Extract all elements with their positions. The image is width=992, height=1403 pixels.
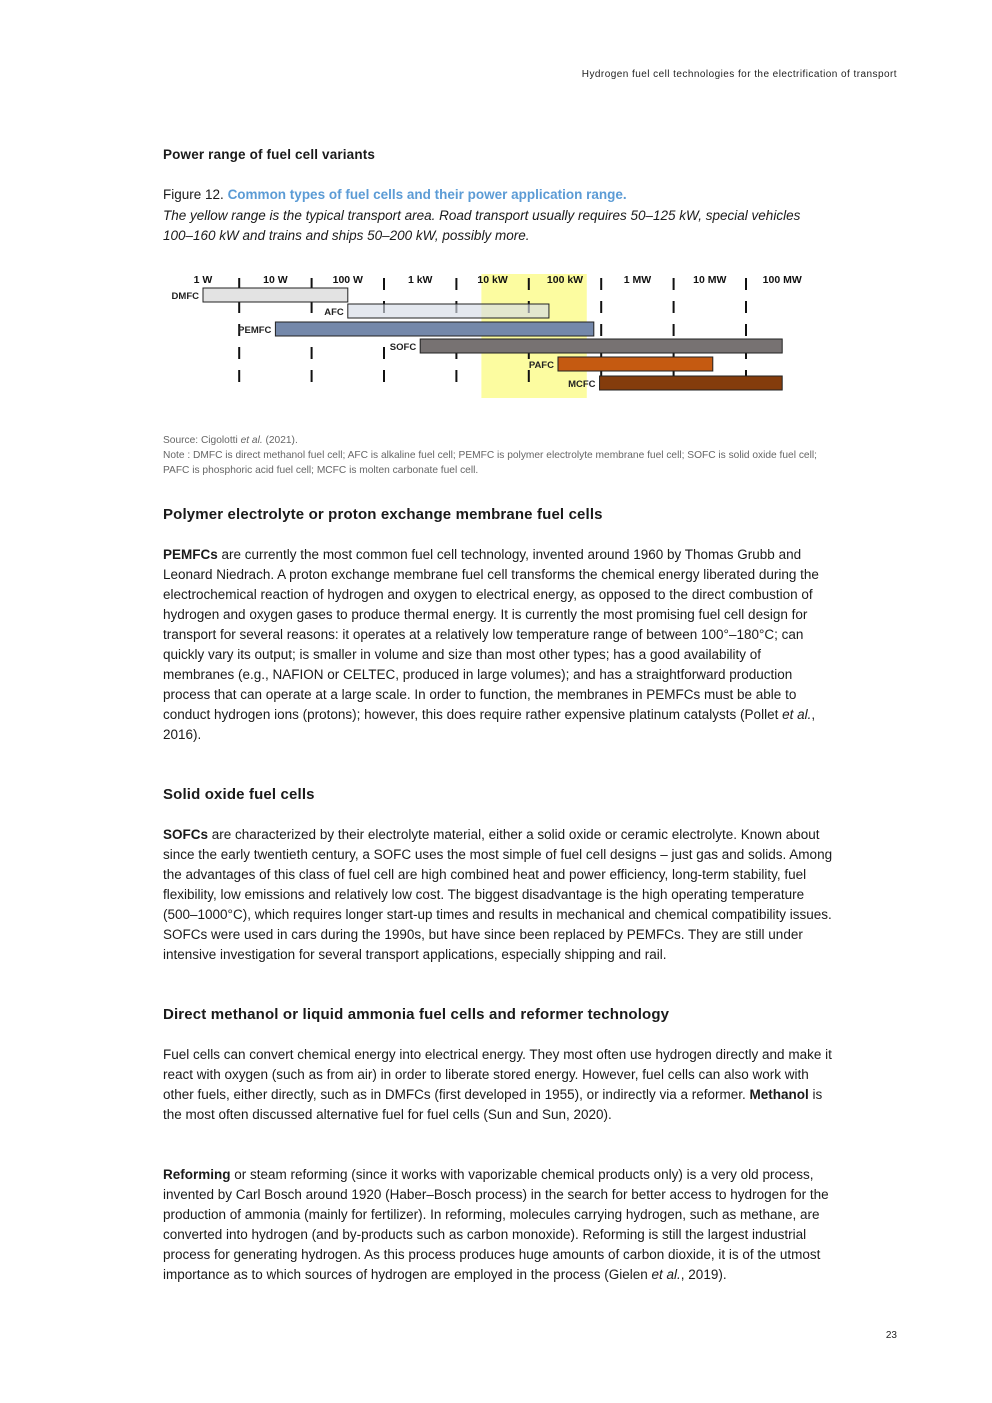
power-range-heading: Power range of fuel cell variants xyxy=(163,147,376,162)
pemfc-lead: PEMFCs xyxy=(163,547,218,562)
reforming-cite-end: , 2019). xyxy=(680,1267,727,1282)
fuel-cell-power-range-chart xyxy=(160,268,830,404)
tick-label-100-mw: 100 MW xyxy=(762,274,802,286)
bar-dmfc xyxy=(203,288,348,302)
source-label: Source: Cigolotti xyxy=(163,435,241,446)
source-note: Note : DMFC is direct methanol fuel cell; AFC is alkaline fuel cell; PEMFC is polymer electrolyte membrane fuel cell; SOFC is solid oxide fuel cell; PAFC is phosphoric acid fuel cell; MCFC is molten carbonate fuel cell. xyxy=(163,450,817,476)
dmfc-p1-start: Fuel cells can convert chemical energy into electrical energy. They most often use hydrogen directly and make it react with oxygen (such as from air) in order to liberate stored energy. However, fuel cells can also work with other fuels, either directly, such as in DMFCs (first developed in 1955), or indirectly via a reformer. xyxy=(163,1047,832,1102)
tick-label-10-w: 10 W xyxy=(263,274,288,286)
sofc-body: are characterized by their electrolyte material, either a solid oxide or ceramic electrolyte. Known about since the early twentieth century, a SOFC uses the most simple of fuel cell designs – just gas and solids. Among the advantages of this class of fuel cell are high combined heat and power efficiency, long-term stability, fuel flexibility, low emissions and relatively low cost. The biggest disadvantage is the high operating temperature (500–1000°C), which requires longer start-up times and results in mechanical and chemical compatibility issues. SOFCs were used in cars during the 1990s, but have since been replaced by PEMFCs. They are still under intensive investigation for several transport applications, especially shipping and rail. xyxy=(163,827,833,962)
bar-label-pafc: PAFC xyxy=(528,360,554,371)
source-line xyxy=(163,433,835,448)
tick-label-10-kw: 10 kW xyxy=(477,274,508,286)
source-et-al: et al. xyxy=(240,435,263,446)
dmfc-heading: Direct methanol or liquid ammonia fuel cells and reformer technology xyxy=(163,1006,670,1023)
figure-title xyxy=(163,187,627,202)
figure-number: Figure 12. xyxy=(163,187,224,202)
tick-label-1-kw: 1 kW xyxy=(407,274,433,286)
reforming-bold: Reforming xyxy=(163,1167,231,1182)
bar-label-pemfc: PEMFC xyxy=(238,325,272,336)
sofc-lead: SOFCs xyxy=(163,827,209,842)
reforming-cite-italic: et al. xyxy=(651,1267,681,1282)
page-number: 23 xyxy=(885,1330,897,1341)
methanol-bold: Methanol xyxy=(749,1087,809,1102)
dmfc-p1-end: is the most often discussed alternative fuel for fuel cells (Sun and Sun, 2020). xyxy=(163,1087,823,1122)
bar-mcfc xyxy=(600,376,783,390)
bar-label-dmfc: DMFC xyxy=(171,291,199,302)
tick-label-1-mw: 1 MW xyxy=(623,274,652,286)
tick-label-1-w: 1 W xyxy=(193,274,213,286)
figure-description: Common types of fuel cells and their power application range. xyxy=(227,187,627,202)
bar-label-afc: AFC xyxy=(324,307,344,318)
bar-pafc xyxy=(558,357,713,371)
tick-label-100-kw: 100 kW xyxy=(546,274,584,286)
dmfc-paragraph-1 xyxy=(163,1045,835,1125)
tick-label-10-mw: 10 MW xyxy=(693,274,727,286)
bar-label-sofc: SOFC xyxy=(389,342,417,353)
bar-label-mcfc: MCFC xyxy=(568,379,596,390)
reforming-paragraph xyxy=(163,1165,835,1285)
running-header: Hydrogen fuel cell technologies for the electrification of transport xyxy=(581,69,897,80)
pemfc-paragraph xyxy=(163,545,835,745)
reforming-body: or steam reforming (since it works with vaporizable chemical products only) is a very old process, invented by Carl Bosch around 1920 (Haber–Bosch process) in the search for better access to hydrogen for the production of ammonia (mainly for fertilizer). In reforming, molecules carrying hydrogen, such as methane, are converted into hydrogen (and by-products such as carbon monoxide). Reforming is still the largest industrial process for generating hydrogen. As this process produces huge amounts of carbon dioxide, it is of the utmost importance as to which sources of hydrogen are employed in the process (Gielen xyxy=(163,1167,829,1282)
bar-afc xyxy=(348,304,549,318)
tick-label-100-w: 100 W xyxy=(332,274,363,286)
source-notes xyxy=(163,433,835,478)
bar-pemfc xyxy=(275,322,593,336)
figure-caption: The yellow range is the typical transport area. Road transport usually requires 50–125 kW, special vehicles 100–160 kW and trains and ships 50–200 kW, possibly more. xyxy=(163,208,801,243)
pemfc-heading: Polymer electrolyte or proton exchange membrane fuel cells xyxy=(163,506,603,523)
pemfc-cite-italic: et al. xyxy=(782,707,812,722)
bar-sofc xyxy=(420,339,782,353)
source-year: (2021). xyxy=(262,435,298,446)
sofc-paragraph xyxy=(163,825,835,965)
sofc-heading: Solid oxide fuel cells xyxy=(163,786,315,803)
pemfc-body: are currently the most common fuel cell technology, invented around 1960 by Thomas Grubb and Leonard Niedrach. A proton exchange membrane fuel cell transforms the chemical energy liberated during the electrochemical reaction of hydrogen and oxygen to electrical energy, as opposed to the direct combustion of hydrogen and oxygen gases to produce thermal energy. It is currently the most promising fuel cell design for transport for several reasons: it operates at a relatively low temperature range of between 100°–180°C; can quickly vary its output; is smaller in volume and size than most other types; has a good availability of membranes (e.g., NAFION or CELTEC, produced in large volumes); and has a straightforward production process that can operate at a large scale. In order to function, the membranes in PEMFCs must be able to conduct hydrogen ions (protons); however, this does require rather expensive platinum catalysts (Pollet xyxy=(163,547,819,722)
pemfc-cite-end: , 2016). xyxy=(163,707,816,742)
